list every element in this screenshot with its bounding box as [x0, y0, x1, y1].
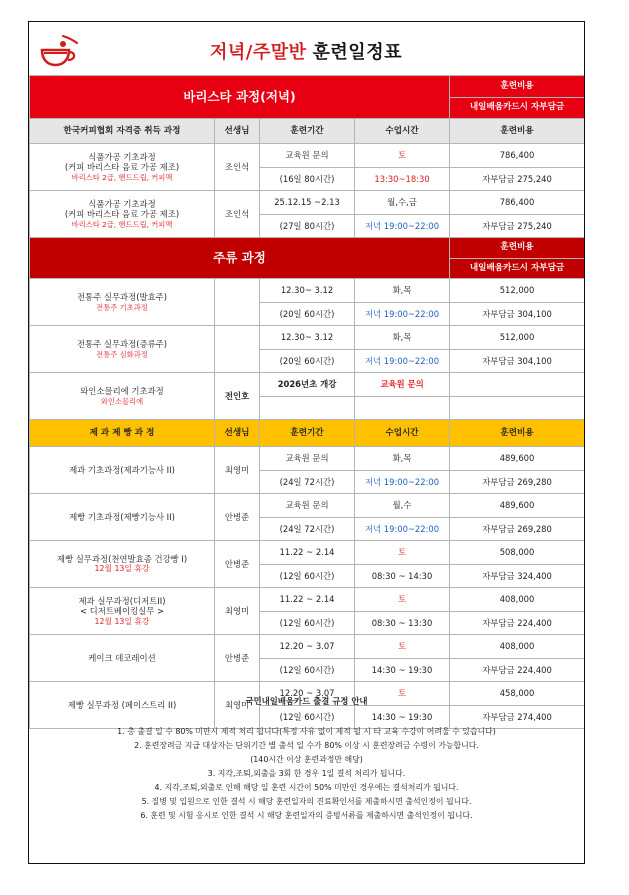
period-hours: (16일 80시간) [260, 167, 355, 191]
course-name: 식품가공 기초과정 [88, 198, 156, 209]
col-cost: 훈련비용 [450, 420, 585, 447]
course-sub: 와인소믈리에 [100, 396, 144, 406]
class-time: 저녁 19:00~22:00 [355, 302, 450, 326]
course-sub: 바리스타 2급, 핸드드립, 커피맥 [71, 219, 173, 229]
days: 교육원 문의 [355, 373, 450, 397]
schedule-table [29, 75, 585, 729]
course-detail: < 디저트베이킹실무 > [79, 606, 165, 617]
course-detail: (커피 바리스타 음료 가공 제조) [64, 162, 180, 173]
notice-line: 4. 지각,조퇴,외출로 인해 해당 일 훈련 시간이 50% 미만인 경우에는 결석처리가 됩니다. [154, 783, 459, 792]
self-pay: 자부담금 269,280 [450, 517, 585, 541]
title-main: 훈련일정표 [312, 42, 402, 63]
notice-title: 국민내일배움카드 출결 규정 안내 [245, 696, 368, 706]
class-time: 13:30~18:30 [355, 167, 450, 191]
notice-line: 3. 지각,조퇴,외출을 3회 한 경우 1일 결석 처리가 됩니다. [207, 769, 406, 778]
cost: 512,000 [450, 279, 585, 303]
class-time: 저녁 19:00~22:00 [355, 517, 450, 541]
course-name: 전통주 실무과정(증류주) [76, 339, 168, 350]
cost: 786,400 [450, 191, 585, 215]
table-row [30, 144, 585, 168]
days: 토 [355, 588, 450, 612]
period: 교육원 문의 [260, 144, 355, 168]
days: 토 [355, 682, 450, 706]
class-time: 08:30 ~ 13:30 [355, 611, 450, 635]
table-row [30, 373, 585, 397]
cost [450, 373, 585, 397]
liquor-section-header [30, 238, 585, 259]
teacher: 조인석 [215, 144, 260, 191]
course-name: 제빵 실무과정(천연발효종 건강빵 I) [56, 553, 188, 564]
course-name: 케이크 데코레이션 [88, 652, 156, 663]
cost: 458,000 [450, 682, 585, 706]
period: 교육원 문의 [260, 447, 355, 471]
course-sub: 12월 13일 휴강 [94, 616, 150, 626]
days: 화,목 [355, 447, 450, 471]
self-pay: 자부담금 304,100 [450, 349, 585, 373]
course-name: 전통주 실무과정(발효주) [76, 292, 168, 303]
notice-line: 1. 총 출결 일 수 80% 미만시 제적 처리 됩니다(특정 사유 없이 제적 될 시 타 교육 수강이 어려울 수 있습니다) [117, 727, 496, 736]
col-teacher: 선생님 [215, 420, 260, 447]
class-time: 14:30 ~ 19:30 [355, 658, 450, 682]
page-title [29, 38, 583, 64]
course-name-cell [30, 541, 215, 588]
title-bar [29, 22, 583, 77]
period-hours: (27일 80시간) [260, 214, 355, 238]
self-pay: 자부담금 324,400 [450, 564, 585, 588]
period-hours: (12일 60시간) [260, 705, 355, 729]
class-time: 저녁 19:00~22:00 [355, 214, 450, 238]
days: 토 [355, 144, 450, 168]
teacher: 조인석 [215, 191, 260, 238]
notice-line: 6. 훈련 및 시험 응시로 인한 결석 시 해당 훈련일자의 증빙서류를 제출하시면 출석인정이 됩니다. [140, 811, 473, 820]
course-name-cell [30, 588, 215, 635]
days: 토 [355, 635, 450, 659]
barista-column-header [30, 119, 585, 144]
period-hours: (20일 60시간) [260, 349, 355, 373]
table-row [30, 588, 585, 612]
teacher: 최영미 [215, 588, 260, 635]
table-row [30, 635, 585, 659]
col-time: 수업시간 [355, 119, 450, 144]
table-row [30, 447, 585, 471]
cost: 408,000 [450, 588, 585, 612]
course-name: 제과 실무과정(디저트II) [78, 595, 166, 606]
col-period: 훈련기간 [260, 119, 355, 144]
period: 12.30~ 3.12 [260, 326, 355, 350]
course-sub: 12월 13일 휴강 [94, 564, 150, 574]
col-course: 한국커피협회 자격증 취득 과정 [30, 119, 215, 144]
table-row [30, 494, 585, 518]
period: 교육원 문의 [260, 494, 355, 518]
self-pay: 자부담금 304,100 [450, 302, 585, 326]
course-name: 와인소믈리에 기초과정 [80, 386, 164, 397]
course-name: 식품가공 기초과정 [88, 151, 156, 162]
course-sub: 전통주 기초과정 [96, 302, 148, 312]
course-name-cell [30, 326, 215, 373]
period-hours: (24일 72시간) [260, 470, 355, 494]
notice-line: 5. 질병 및 입원으로 인한 결석 시 해당 훈련일자의 진료확인서를 제출하시면 출석인정이 됩니다. [141, 797, 472, 806]
teacher: 안병준 [215, 635, 260, 682]
days: 토 [355, 541, 450, 565]
days: 월,수,금 [355, 191, 450, 215]
course-detail: (커피 바리스타 음료 가공 제조) [64, 209, 180, 220]
teacher: 최영미 [215, 682, 260, 729]
cost-header-1: 훈련비용 [450, 76, 585, 98]
teacher: 최영미 [215, 447, 260, 494]
table-row [30, 541, 585, 565]
bakery-column-header [30, 420, 585, 447]
teacher: 안병준 [215, 494, 260, 541]
course-sub: 바리스타 2급, 핸드드립, 커피맥 [71, 172, 173, 182]
teacher [215, 279, 260, 326]
period: 2026년초 개강 [260, 373, 355, 397]
barista-section-title: 바리스타 과정(저녁) [30, 76, 450, 119]
cost: 508,000 [450, 541, 585, 565]
table-row [30, 279, 585, 303]
period-hours: (12일 60시간) [260, 658, 355, 682]
notice-line: (140시간 이상 훈련과정만 해당) [250, 755, 363, 764]
col-cost: 훈련비용 [450, 119, 585, 144]
course-name-cell [30, 373, 215, 420]
teacher: 안병준 [215, 541, 260, 588]
cost-header-2: 내일배움카드시 자부담금 [450, 97, 585, 119]
attendance-notice [29, 687, 584, 823]
barista-section-header [30, 76, 585, 98]
col-course: 제 과 제 빵 과 정 [30, 420, 215, 447]
cost-header-2: 내일배움카드시 자부담금 [450, 258, 585, 279]
days: 월,수 [355, 494, 450, 518]
class-time: 08:30 ~ 14:30 [355, 564, 450, 588]
self-pay: 자부담금 224,400 [450, 611, 585, 635]
class-time: 14:30 ~ 19:30 [355, 705, 450, 729]
course-name-cell [30, 494, 215, 541]
period-hours: (12일 60시간) [260, 564, 355, 588]
period: 11.22 ~ 2.14 [260, 588, 355, 612]
cost-header-1: 훈련비용 [450, 238, 585, 259]
self-pay: 자부담금 275,240 [450, 214, 585, 238]
period: 12.20 ~ 3.07 [260, 635, 355, 659]
course-name-cell [30, 635, 215, 682]
course-name-cell [30, 144, 215, 191]
period-hours: (20일 60시간) [260, 302, 355, 326]
col-period: 훈련기간 [260, 420, 355, 447]
period-hours: (12일 60시간) [260, 611, 355, 635]
table-row [30, 191, 585, 215]
cost: 512,000 [450, 326, 585, 350]
class-time: 저녁 19:00~22:00 [355, 349, 450, 373]
period: 25.12.15 ~2.13 [260, 191, 355, 215]
teacher [215, 326, 260, 373]
period: 11.22 ~ 2.14 [260, 541, 355, 565]
liquor-section-title: 주류 과정 [30, 238, 450, 279]
self-pay: 자부담금 275,240 [450, 167, 585, 191]
schedule-document [28, 21, 585, 864]
class-time: 저녁 19:00~22:00 [355, 470, 450, 494]
self-pay: 자부담금 274,400 [450, 705, 585, 729]
teacher: 전인호 [215, 373, 260, 420]
cost: 489,600 [450, 494, 585, 518]
days: 화,목 [355, 326, 450, 350]
cost: 786,400 [450, 144, 585, 168]
cost: 489,600 [450, 447, 585, 471]
course-name-cell [30, 447, 215, 494]
course-sub: 전통주 심화과정 [96, 349, 148, 359]
cost: 408,000 [450, 635, 585, 659]
course-name-cell [30, 191, 215, 238]
notice-line: 2. 훈련장려금 지급 대상자는 단위기간 별 출석 일 수가 80% 이상 시 훈련장려금 수령이 가능합니다. [134, 741, 479, 750]
course-name-cell [30, 279, 215, 326]
self-pay: 자부담금 224,400 [450, 658, 585, 682]
table-row [30, 326, 585, 350]
course-name: 제빵 기초과정(제빵기능사 II) [69, 511, 175, 522]
period: 12.20 ~ 3.07 [260, 682, 355, 706]
days: 화,목 [355, 279, 450, 303]
course-name: 제과 기초과정(제과기능사 II) [69, 464, 175, 475]
title-highlight: 저녁/주말반 [210, 42, 307, 63]
col-teacher: 선생님 [215, 119, 260, 144]
col-time: 수업시간 [355, 420, 450, 447]
self-pay: 자부담금 269,280 [450, 470, 585, 494]
period: 12.30~ 3.12 [260, 279, 355, 303]
course-name: 제빵 실무과정 (페이스트리 II) [67, 699, 177, 710]
period-hours: (24일 72시간) [260, 517, 355, 541]
